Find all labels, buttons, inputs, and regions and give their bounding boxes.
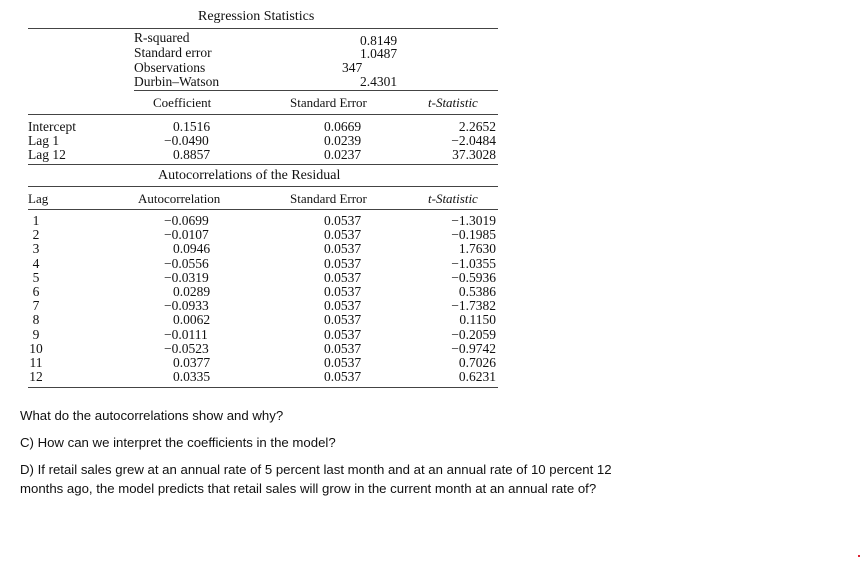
stat-value-standard-error: 1.0487 — [360, 46, 398, 61]
rule-ac-header — [28, 209, 498, 210]
rule-ac-title — [28, 186, 498, 187]
ac-lag-10: 10 — [29, 340, 43, 356]
ac-lag-6: 6 — [32, 284, 40, 299]
ac-value-12: 0.0335 — [173, 369, 211, 385]
coef-t-lag-12: 37.3028 — [452, 147, 496, 162]
ac-lag-7: 7 — [32, 298, 40, 314]
coef-t-lag-1: −2.0484 — [451, 133, 496, 148]
ac-standard-error-1: 0.0537 — [324, 213, 362, 228]
ac-standard-error-11: 0.0537 — [324, 355, 362, 370]
ac-value-9: −0.0111 — [164, 326, 208, 342]
ac-t-statistic-2: −0.1985 — [451, 227, 496, 243]
ac-standard-error-9: 0.0537 — [324, 326, 362, 342]
stat-value-durbin-watson: 2.4301 — [360, 74, 398, 89]
ac-t-statistic-12: 0.6231 — [458, 369, 496, 385]
ac-t-statistic-9: −0.2059 — [451, 326, 496, 342]
ac-standard-error-5: 0.0537 — [324, 269, 362, 285]
ac-standard-error-3: 0.0537 — [324, 241, 362, 257]
coef-value-lag-12: 0.8857 — [173, 147, 211, 162]
ac-standard-error-7: 0.0537 — [324, 298, 362, 314]
ac-lag-11: 11 — [29, 355, 43, 370]
ac-value-3: 0.0946 — [173, 241, 211, 257]
ac-value-4: −0.0556 — [164, 255, 209, 271]
header-lag: Lag — [28, 191, 49, 206]
stat-value-r-squared: 0.8149 — [360, 33, 398, 48]
rule-stats-bottom — [134, 90, 498, 91]
coef-se-intercept: 0.0669 — [324, 119, 362, 134]
ac-value-6: 0.0289 — [173, 284, 211, 299]
questions-section — [20, 406, 640, 506]
ac-t-statistic-5: −0.5936 — [451, 269, 496, 285]
ac-value-5: −0.0319 — [164, 269, 209, 285]
ac-value-7: −0.0933 — [164, 298, 209, 314]
ac-lag-2: 2 — [32, 227, 40, 243]
ac-standard-error-6: 0.0537 — [324, 284, 362, 299]
autocorrelations-title: Autocorrelations of the Residual — [158, 168, 341, 183]
ac-t-statistic-3: 1.7630 — [458, 241, 496, 257]
ac-standard-error-10: 0.0537 — [324, 340, 362, 356]
ac-lag-5: 5 — [32, 269, 40, 285]
ac-t-statistic-10: −0.9742 — [451, 340, 496, 356]
coef-value-intercept: 0.1516 — [173, 119, 211, 134]
coef-name-lag-12: Lag 12 — [28, 147, 66, 162]
ac-lag-9: 9 — [32, 326, 40, 342]
coef-name-lag-1: Lag 1 — [28, 133, 60, 148]
ac-t-statistic-7: −1.7382 — [451, 298, 496, 314]
ac-lag-1: 1 — [32, 213, 40, 228]
ac-value-1: −0.0699 — [164, 213, 209, 228]
coef-t-intercept: 2.2652 — [458, 119, 496, 134]
corner-mark — [858, 555, 860, 557]
rule-ac-bottom — [28, 387, 498, 388]
ac-value-8: 0.0062 — [173, 312, 211, 328]
ac-t-statistic-6: 0.5386 — [458, 284, 496, 299]
ac-lag-12: 12 — [29, 369, 43, 385]
stat-label-observations: Observations — [134, 60, 206, 75]
header-coefficient: Coefficient — [153, 95, 212, 110]
coef-se-lag-12: 0.0237 — [324, 147, 362, 162]
ac-t-statistic-1: −1.3019 — [451, 213, 496, 228]
header-standard-error: Standard Error — [290, 95, 367, 110]
ac-value-10: −0.0523 — [164, 340, 209, 356]
question-d-predict-growth: D) If retail sales grew at an annual rate of 5 percent last month and at an annual rate of 10 percent 12 months ago, the model predicts that retail sales will grow in the current month at an annual rate of? — [20, 462, 612, 496]
ac-standard-error-8: 0.0537 — [324, 312, 362, 328]
header-t-statistic: t-Statistic — [428, 95, 478, 110]
ac-value-11: 0.0377 — [173, 355, 211, 370]
stat-label-r-squared: R-squared — [134, 30, 190, 45]
ac-t-statistic-8: 0.1150 — [459, 312, 496, 328]
stat-value-observations: 347 — [342, 60, 363, 75]
rule-top — [28, 28, 498, 29]
ac-standard-error-4: 0.0537 — [324, 255, 362, 271]
regression-statistics-title: Regression Statistics — [198, 9, 315, 24]
ac-standard-error-2: 0.0537 — [324, 227, 362, 243]
stat-label-standard-error: Standard error — [134, 45, 212, 60]
stat-label-durbin-watson: Durbin–Watson — [134, 74, 220, 89]
question-c-interpret-coefficients: C) How can we interpret the coefficients in the model? — [20, 435, 336, 450]
ac-t-statistic-4: −1.0355 — [451, 255, 496, 271]
header-ac-standard-error: Standard Error — [290, 191, 367, 206]
ac-standard-error-12: 0.0537 — [324, 369, 362, 385]
ac-value-2: −0.0107 — [164, 227, 209, 243]
ac-lag-8: 8 — [32, 312, 40, 328]
rule-coef-header — [28, 114, 498, 115]
ac-lag-3: 3 — [32, 241, 40, 257]
question-autocorrelations: What do the autocorrelations show and why? — [20, 408, 284, 423]
rule-coef-bottom — [28, 164, 498, 165]
header-autocorrelation: Autocorrelation — [138, 191, 221, 206]
coef-se-lag-1: 0.0239 — [324, 133, 362, 148]
coef-name-intercept: Intercept — [28, 119, 76, 134]
ac-t-statistic-11: 0.7026 — [458, 355, 496, 370]
header-ac-t-statistic: t-Statistic — [428, 191, 478, 206]
coef-value-lag-1: −0.0490 — [164, 133, 209, 148]
ac-lag-4: 4 — [32, 255, 40, 271]
